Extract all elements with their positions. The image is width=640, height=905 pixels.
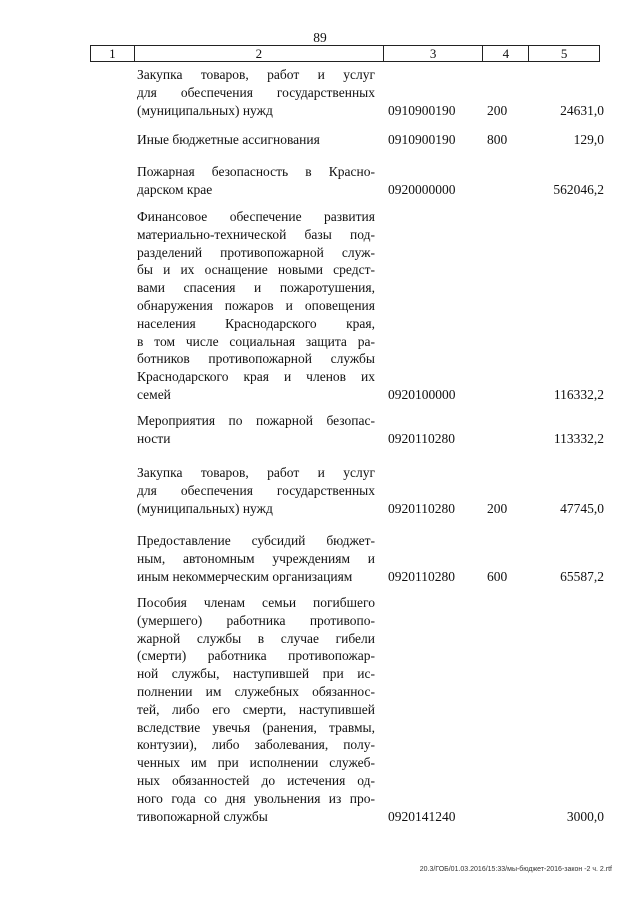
description-line: Пособия членам семьи погибшего <box>137 595 375 610</box>
description-line: вследствие увечья (ранения, травмы, <box>137 719 375 735</box>
description-line: (смерти) работника противопожар- <box>137 648 375 664</box>
row-description <box>137 412 375 448</box>
description-line: населения Краснодарского края, <box>137 315 375 331</box>
table-row <box>137 532 604 585</box>
expense-type-code: 800 <box>487 132 508 147</box>
description-line: Иные бюджетные ассигнования <box>137 132 320 147</box>
footer-file-path: 20.3/ГОБ/01.03.2016/15:33/мы-бюджет-2016-закон -2 ч. 2.rtf <box>419 866 612 873</box>
description-line: ности <box>137 430 171 446</box>
description-line: Краснодарского края и членов их <box>137 369 375 385</box>
page-number: 89 <box>313 30 327 45</box>
amount-value: 47745,0 <box>560 500 604 516</box>
amount-value: 116332,2 <box>553 387 604 402</box>
target-article-code: 0920110280 <box>388 500 455 516</box>
column-header-3: 3 <box>384 46 484 61</box>
table-row <box>137 66 604 119</box>
target-article-code: 0920100000 <box>388 387 456 402</box>
description-line: для обеспечения государственных <box>137 84 375 100</box>
description-line: тивопожарной службы <box>137 808 268 824</box>
amount-value: 3000,0 <box>566 808 604 824</box>
description-line: вами спасения и пожаротушения, <box>137 280 375 296</box>
amount-value: 562046,2 <box>553 181 604 197</box>
description-line: ченных им при исполнении служеб- <box>137 755 375 771</box>
table-header-row <box>90 45 600 62</box>
description-line: обнаружения пожаров и оповещения <box>137 297 375 313</box>
expense-type-code: 200 <box>487 102 508 118</box>
description-line: (муниципальных) нужд <box>137 102 273 118</box>
description-line: в том числе социальная защита ра- <box>137 333 375 349</box>
table-row <box>137 131 604 149</box>
description-line: (муниципальных) нужд <box>137 500 273 516</box>
description-line: Пожарная безопасность в Красно- <box>137 164 375 179</box>
description-line: полнении им служебных обязаннос- <box>137 683 375 699</box>
description-line: ного года со дня увольнения из про- <box>137 790 375 806</box>
description-line: ным, автономным учреждениям и <box>137 550 375 566</box>
description-line: Закупка товаров, работ и услуг <box>137 465 375 480</box>
description-line: материально-технической базы под- <box>137 226 375 242</box>
description-line: семей <box>137 386 171 402</box>
table-row <box>137 208 604 404</box>
description-line: иным некоммерческим организациям <box>137 568 353 584</box>
description-line: Мероприятия по пожарной безопас- <box>137 413 375 428</box>
description-line: для обеспечения государственных <box>137 482 375 498</box>
row-description <box>137 66 375 119</box>
row-description <box>137 131 375 149</box>
amount-value: 129,0 <box>573 132 604 147</box>
target-article-code: 0920110280 <box>388 430 455 446</box>
target-article-code: 0910900190 <box>388 132 456 147</box>
description-line: дарском крае <box>137 181 213 197</box>
target-article-code: 0920141240 <box>388 808 456 824</box>
description-line: разделений противопожарной служ- <box>137 244 375 260</box>
amount-value: 65587,2 <box>560 568 604 584</box>
row-description <box>137 532 375 585</box>
description-line: жарной службы в случае гибели <box>137 630 375 646</box>
description-line: Финансовое обеспечение развития <box>137 209 375 224</box>
table-row <box>137 594 604 825</box>
amount-value: 24631,0 <box>560 102 604 118</box>
expense-type-code: 600 <box>487 568 508 584</box>
expense-type-code: 200 <box>487 500 508 516</box>
description-line: Предоставление субсидий бюджет- <box>137 533 375 548</box>
table-row <box>137 163 604 199</box>
description-line: ных обязанностей до истечения од- <box>137 772 375 788</box>
column-header-1: 1 <box>91 46 135 61</box>
row-description <box>137 163 375 199</box>
table-row <box>137 464 604 517</box>
row-description <box>137 594 375 825</box>
target-article-code: 0920110280 <box>388 568 455 584</box>
description-line: контузии), либо заболевания, полу- <box>137 737 375 753</box>
description-line: тей, либо его смерти, наступившей <box>137 701 375 717</box>
column-header-5: 5 <box>560 46 568 61</box>
column-header-2: 2 <box>135 46 384 61</box>
target-article-code: 0910900190 <box>388 102 456 118</box>
amount-value: 113332,2 <box>553 430 604 446</box>
description-line: (умершего) работника противопо- <box>137 612 375 628</box>
row-description <box>137 208 375 404</box>
target-article-code: 0920000000 <box>388 181 456 197</box>
description-line: ботников противопожарной службы <box>137 351 375 367</box>
description-line: Закупка товаров, работ и услуг <box>137 67 375 82</box>
row-description <box>137 464 375 517</box>
column-header-4: 4 <box>483 46 529 61</box>
description-line: бы и их оснащение новыми средст- <box>137 262 375 278</box>
table-row <box>137 412 604 448</box>
description-line: ной службы, наступившей при ис- <box>137 666 375 682</box>
